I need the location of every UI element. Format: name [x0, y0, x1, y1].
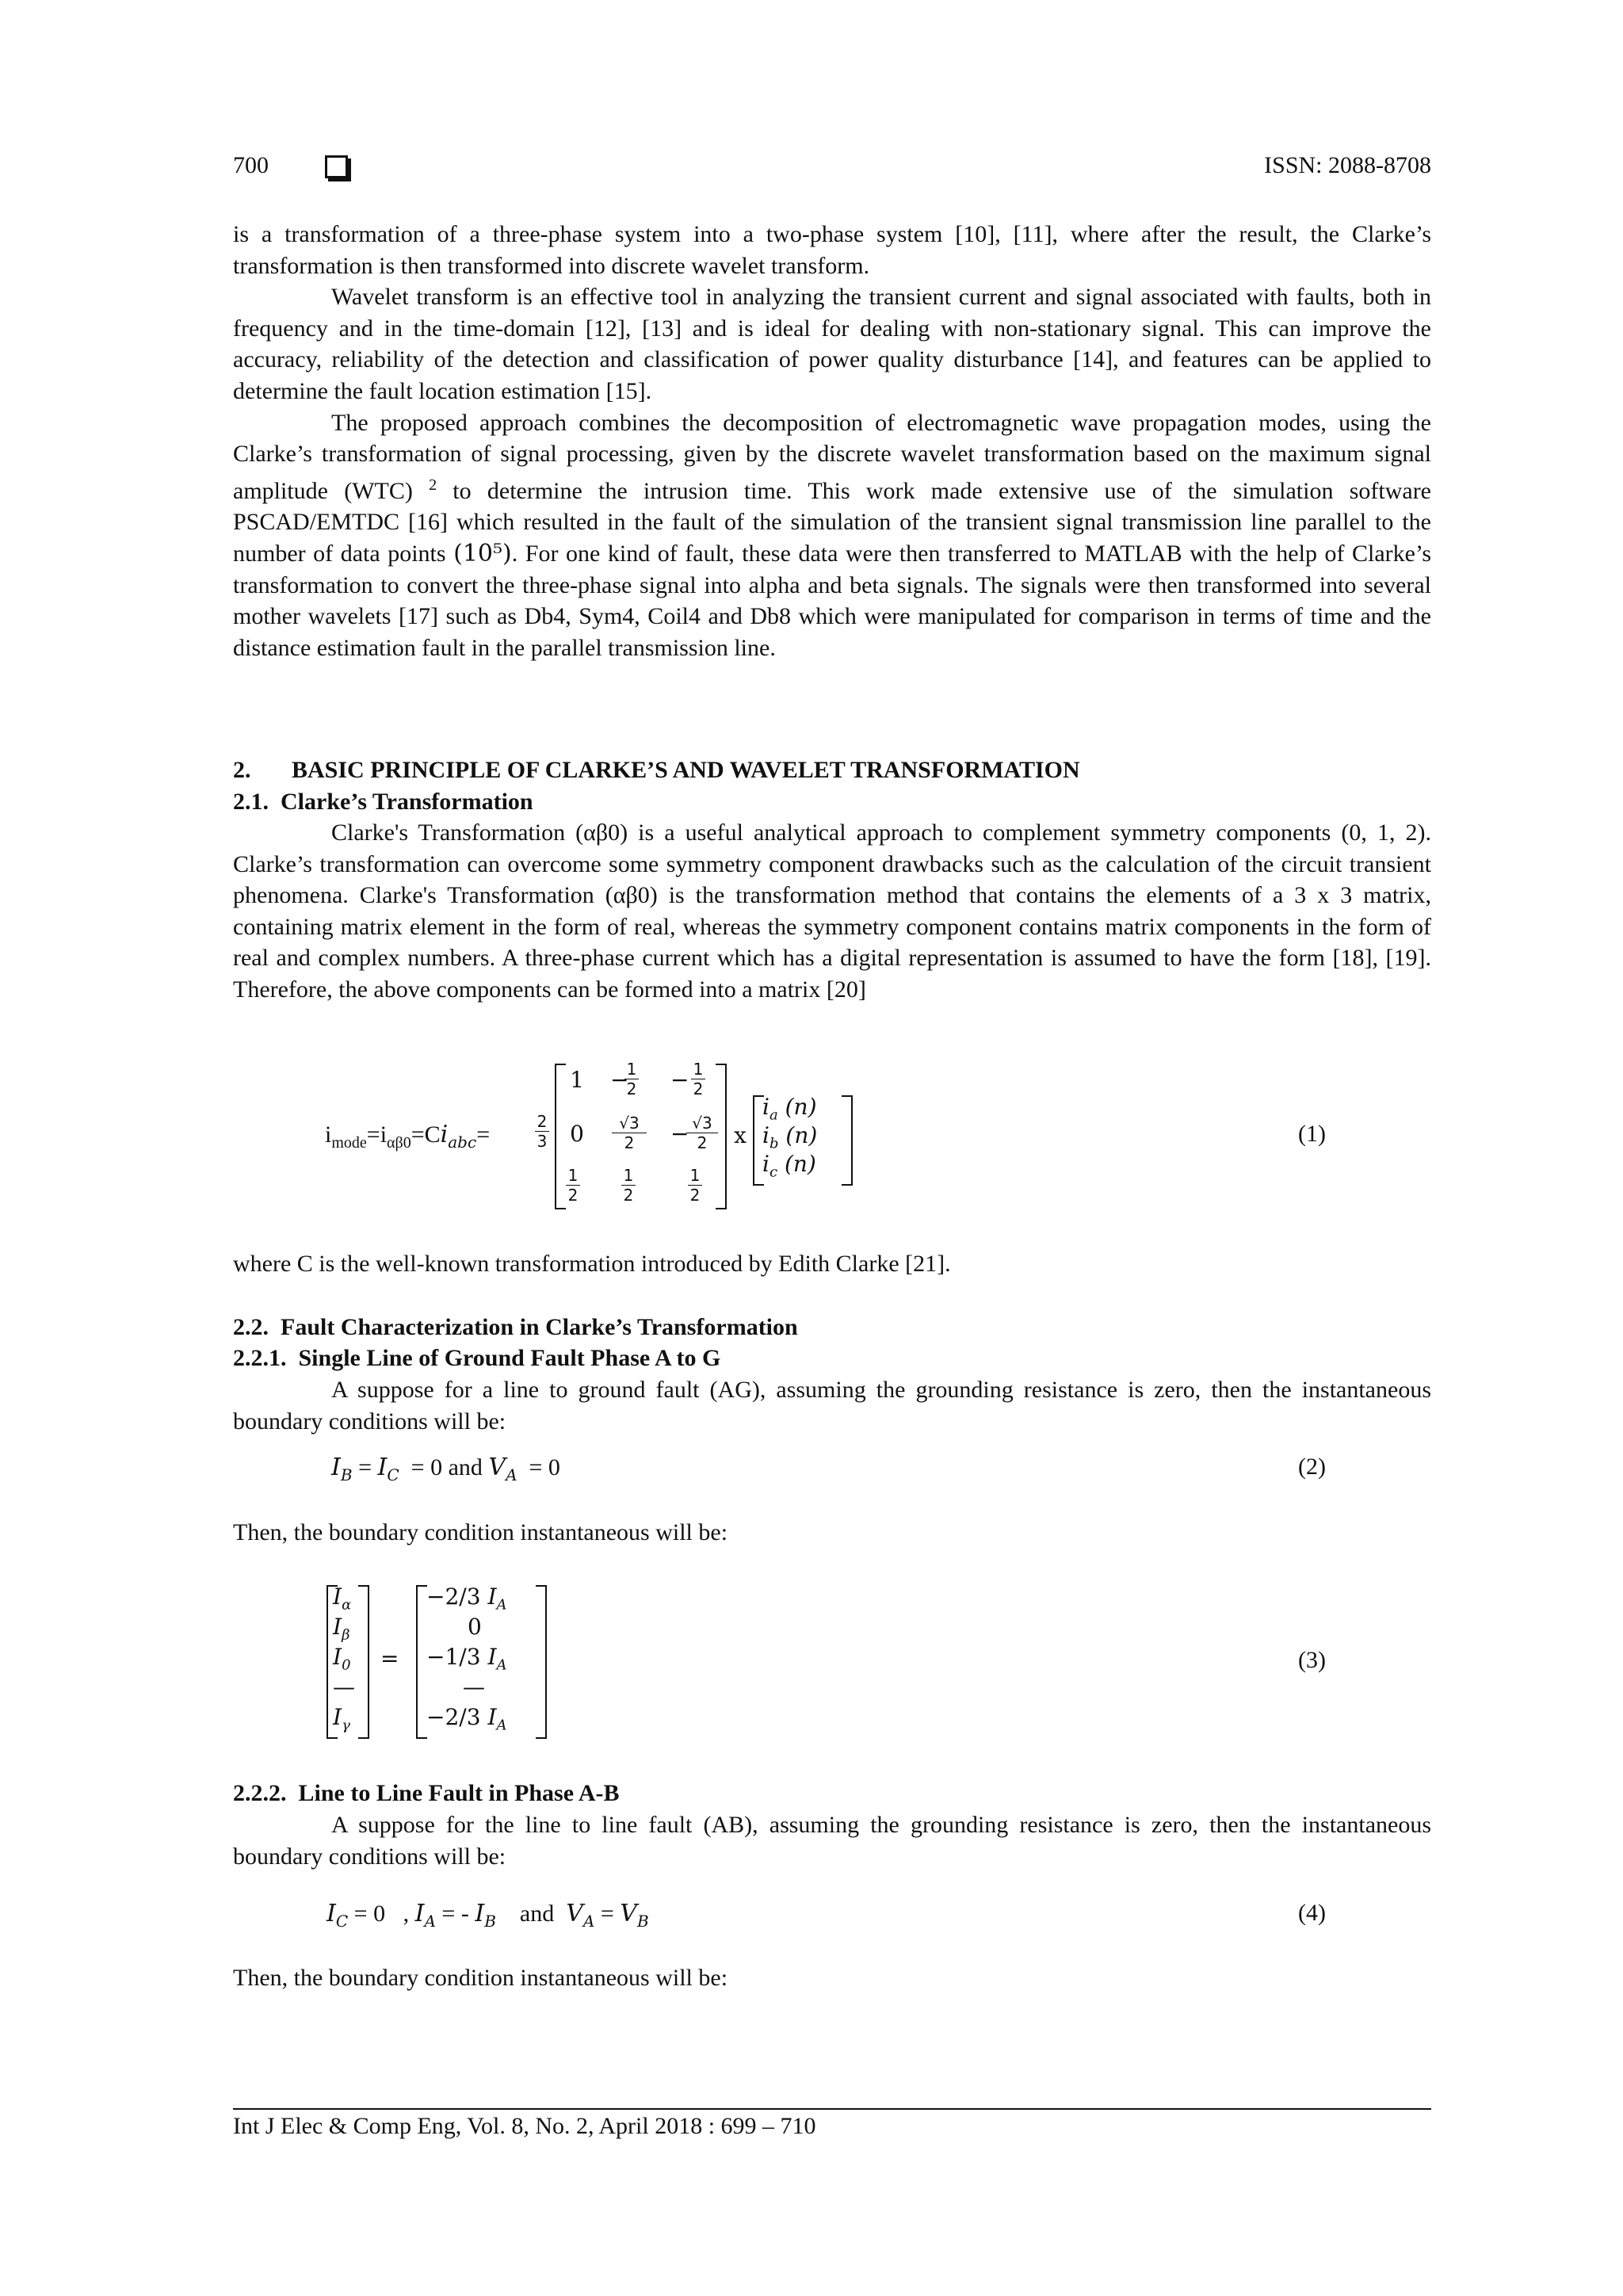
- heading-title: BASIC PRINCIPLE OF CLARKE’S AND WAVELET TRANSFORMATION: [292, 757, 1080, 783]
- eq-text: = -: [435, 1901, 475, 1927]
- heading-number: 2.2.1.: [233, 1345, 287, 1371]
- eq-sub: B: [484, 1912, 496, 1931]
- section-heading: [233, 755, 1080, 786]
- numerator: √3: [692, 1114, 712, 1133]
- fraction: [621, 1167, 636, 1204]
- paragraph: A suppose for a line to ground fault (AG), assuming the grounding resistance is zero, then the instantaneous boundary conditions will be:: [233, 1377, 1431, 1435]
- heading-title: Single Line of Ground Fault Phase A to G: [298, 1345, 721, 1371]
- fraction: [691, 1060, 705, 1098]
- eq-sub: A: [496, 1656, 507, 1674]
- heading-number: 2.1.: [233, 789, 269, 815]
- paragraph: Wavelet transform is an effective tool in analyzing the transient current and signal associated with faults, both in frequency and in the time-domain [12], [13] and is ideal for dealing with non-stationary signal. This can improve the accuracy, reliability of the detection and classification of power quality disturbance [14], and features can be applied to determine the fault location estimation [15].: [233, 284, 1431, 404]
- eq-text: i: [762, 1094, 769, 1120]
- matrix-left-bracket: [555, 1064, 566, 1209]
- eq-sub: C: [335, 1912, 349, 1931]
- eq-text: −2/3: [426, 1584, 488, 1610]
- eq-sub: γ: [342, 1717, 350, 1734]
- fraction: [688, 1167, 702, 1204]
- equation-number: (1): [1298, 1121, 1326, 1147]
- eq-sub: c: [769, 1163, 778, 1181]
- vector-cell: [762, 1151, 816, 1181]
- eq-text: I: [333, 1584, 342, 1610]
- eq-text: =i: [366, 1121, 388, 1148]
- denominator: 2: [697, 1133, 708, 1152]
- eq2-body: [331, 1454, 560, 1484]
- heading-title: Clarke’s Transformation: [281, 789, 533, 815]
- eq1-explanation: [233, 1248, 1431, 1280]
- eq-text: V: [566, 1900, 583, 1927]
- subsubsection-heading: [233, 1343, 720, 1374]
- denominator: 2: [689, 1186, 701, 1205]
- eq-text: I: [333, 1644, 342, 1670]
- denominator: 2: [693, 1079, 704, 1098]
- eq-sub: β: [342, 1626, 350, 1644]
- footer-citation: Int J Elec & Comp Eng, Vol. 8, No. 2, April 2018 : 699 – 710: [233, 2113, 816, 2139]
- paragraph: Then, the boundary condition instantaneous will be:: [233, 1965, 728, 1991]
- vector-right-bracket: [842, 1095, 853, 1186]
- eq-text: I: [475, 1900, 485, 1927]
- heading-title: Line to Line Fault in Phase A-B: [298, 1780, 620, 1806]
- eq-text: i: [325, 1121, 332, 1148]
- vector-cell: [426, 1704, 507, 1734]
- text-run: . For one kind of fault, these data were then transferred to MATLAB with the help of Clarke’s transformation to convert the three-phase signal into alpha and beta signals. The signals were then transformed into several mother wavelets [17] such as Db4, Sym4, Coil4 and Db8 which were manipulated for comparison in terms of time and the distance estimation fault in the parallel transmission line.: [233, 540, 1431, 661]
- footer-rule: [233, 2108, 1431, 2110]
- eq-text: I: [377, 1454, 388, 1481]
- eq-text: i: [762, 1151, 769, 1177]
- fraction: [566, 1167, 580, 1204]
- superscript: 2: [429, 476, 437, 494]
- equation-number: (4): [1298, 1900, 1326, 1926]
- intro-block: [233, 219, 1431, 663]
- matrix-cell: 1: [570, 1067, 584, 1093]
- math-inline: (10⁵): [453, 539, 512, 567]
- vector-cell: [333, 1584, 351, 1614]
- eq-sub: B: [340, 1465, 353, 1484]
- numerator: 2: [537, 1112, 548, 1131]
- matrix-minus: −: [610, 1067, 629, 1093]
- section-2-1-text: [233, 817, 1431, 1006]
- page-header: [233, 152, 1431, 189]
- eq-sub: A: [496, 1596, 507, 1614]
- denominator: 2: [626, 1079, 637, 1098]
- equation-number: (2): [1298, 1454, 1326, 1480]
- vector-cell: [333, 1644, 351, 1674]
- eq-text: −1/3: [426, 1644, 488, 1670]
- eq-text: = 0 and: [399, 1454, 489, 1480]
- eq-sub: b: [769, 1135, 779, 1152]
- paragraph: is a transformation of a three-phase system into a two-phase system [10], [11], where after the result, the Clarke’s transformation is then transformed into discrete wavelet transform.: [233, 221, 1431, 279]
- eq-text: = 0: [517, 1454, 560, 1480]
- denominator: 2: [624, 1133, 635, 1152]
- paragraph: Then, the boundary condition instantaneous will be:: [233, 1519, 728, 1545]
- eq-sub: A: [582, 1912, 595, 1931]
- denominator: 2: [567, 1186, 579, 1205]
- eq-sub: C: [387, 1465, 399, 1484]
- eq-text: (n): [784, 1151, 816, 1177]
- eq-text: −2/3: [426, 1704, 488, 1730]
- eq-sub: B: [636, 1912, 649, 1931]
- heading-title: Fault Characterization in Clarke’s Transformation: [281, 1314, 798, 1340]
- page-number: 700: [233, 152, 269, 178]
- matrix-minus: −: [670, 1067, 689, 1093]
- subsection-heading: [233, 786, 533, 818]
- numerator: 1: [689, 1166, 701, 1185]
- eq-sub: A: [496, 1717, 507, 1734]
- vector-cell: [762, 1094, 817, 1124]
- heading-number: 2.: [233, 757, 251, 783]
- times-sign: x: [734, 1122, 747, 1148]
- square-bullet-icon: [325, 155, 348, 178]
- section-2-2-2-text: [233, 1809, 1431, 1872]
- eq1-lhs: [325, 1121, 490, 1152]
- eq-text: I: [333, 1614, 342, 1640]
- eq-sub: abc: [448, 1133, 477, 1152]
- heading-number: 2.2.: [233, 1314, 269, 1340]
- vector-cell: [426, 1644, 507, 1674]
- fraction: [686, 1114, 718, 1152]
- eq-text: = 0 ,: [348, 1901, 415, 1927]
- text-run: The proposed approach combines the decomposition of electromagnetic wave propagation modes, using the Clarke’s transformation of signal processing, given by the discrete wavelet transformation based on the maximum signal amplitude (WTC): [233, 409, 1431, 504]
- paragraph: where C is the well-known transformation introduced by Edith Clarke [21].: [233, 1251, 951, 1277]
- eq-text: I: [414, 1900, 425, 1927]
- denominator: 3: [537, 1132, 548, 1151]
- then-text-1: [233, 1517, 1431, 1549]
- eq-sub: A: [424, 1912, 436, 1931]
- vector-cell: [333, 1704, 350, 1734]
- numerator: 1: [693, 1060, 704, 1079]
- subsubsection-heading: [233, 1778, 620, 1809]
- paragraph: [233, 407, 1431, 664]
- eq-text: =: [476, 1121, 491, 1148]
- numerator: 1: [623, 1166, 634, 1185]
- numerator: 1: [626, 1060, 637, 1079]
- eq-text: =C: [411, 1121, 441, 1148]
- eq-text: I: [487, 1644, 497, 1670]
- eq-text: (n): [785, 1094, 817, 1120]
- eq-sub: α: [342, 1596, 352, 1614]
- eq-text: =: [352, 1454, 378, 1480]
- denominator: 2: [623, 1186, 634, 1205]
- eq-sub: 0: [342, 1656, 351, 1674]
- issn: ISSN: 2088-8708: [1264, 152, 1431, 178]
- equation-number: (3): [1298, 1647, 1326, 1673]
- vector-cell: —: [463, 1674, 485, 1700]
- matrix-right-bracket: [358, 1585, 369, 1739]
- matrix-left-bracket: [416, 1585, 427, 1739]
- eq-text: =: [594, 1901, 621, 1927]
- eq-text: (n): [785, 1122, 818, 1148]
- subsection-heading: [233, 1312, 798, 1343]
- matrix-minus: −: [670, 1121, 689, 1147]
- paragraph: A suppose for the line to line fault (AB), assuming the grounding resistance is zero, then the instantaneous boundary conditions will be:: [233, 1812, 1431, 1870]
- section-2-2-1-text: [233, 1374, 1431, 1437]
- eq-text: V: [488, 1454, 506, 1481]
- eq-sub: a: [769, 1106, 778, 1124]
- fraction: [535, 1113, 549, 1150]
- paragraph: Clarke's Transformation (αβ0) is a useful analytical approach to complement symmetry components (0, 1, 2). Clarke’s transformation can overcome some symmetry component drawbacks such as the calculation of the circuit transient phenomena. Clarke's Transformation (αβ0) is the transformation method that contains the elements of a 3 x 3 matrix, containing matrix element in the form of real, whereas the symmetry component contains matrix components in the form of real and complex numbers. A three-phase current which has a digital representation is assumed to have the form [18], [19]. Therefore, the above components can be formed into a matrix [20]: [233, 819, 1431, 1003]
- vector-cell: 0: [468, 1614, 482, 1640]
- eq-sub: αβ0: [387, 1134, 411, 1152]
- matrix-cell: 0: [570, 1121, 584, 1147]
- then-text-2: [233, 1962, 1431, 1994]
- eq-text: I: [487, 1584, 497, 1610]
- fraction: [624, 1060, 639, 1098]
- eq-text: I: [333, 1704, 342, 1730]
- eq-text: I: [331, 1454, 341, 1481]
- text-run: to determine the intrusion time. This work made extensive use of the simulation software PSCAD/EMTDC [16] which resulted in the fault of the simulation of the transient signal transmission line parallel to the number of data points: [233, 477, 1431, 567]
- fraction: [612, 1114, 647, 1152]
- vector-cell: [333, 1614, 349, 1644]
- vector-cell: —: [333, 1674, 355, 1700]
- eq-sub: A: [506, 1465, 517, 1484]
- eq-text: and: [495, 1901, 567, 1927]
- equals-sign: =: [380, 1645, 399, 1671]
- eq-sub: mode: [331, 1134, 367, 1152]
- eq-text: i: [762, 1122, 769, 1148]
- vector-cell: [762, 1122, 817, 1152]
- eq-text: I: [327, 1900, 336, 1927]
- eq-text: i: [440, 1121, 449, 1148]
- heading-number: 2.2.2.: [233, 1780, 287, 1806]
- eq-text: I: [487, 1704, 497, 1730]
- numerator: √3: [619, 1114, 640, 1133]
- eq-text: V: [620, 1900, 637, 1927]
- numerator: 1: [567, 1166, 579, 1185]
- vector-cell: [426, 1584, 507, 1614]
- matrix-right-bracket: [536, 1585, 547, 1739]
- eq4-body: [327, 1900, 649, 1931]
